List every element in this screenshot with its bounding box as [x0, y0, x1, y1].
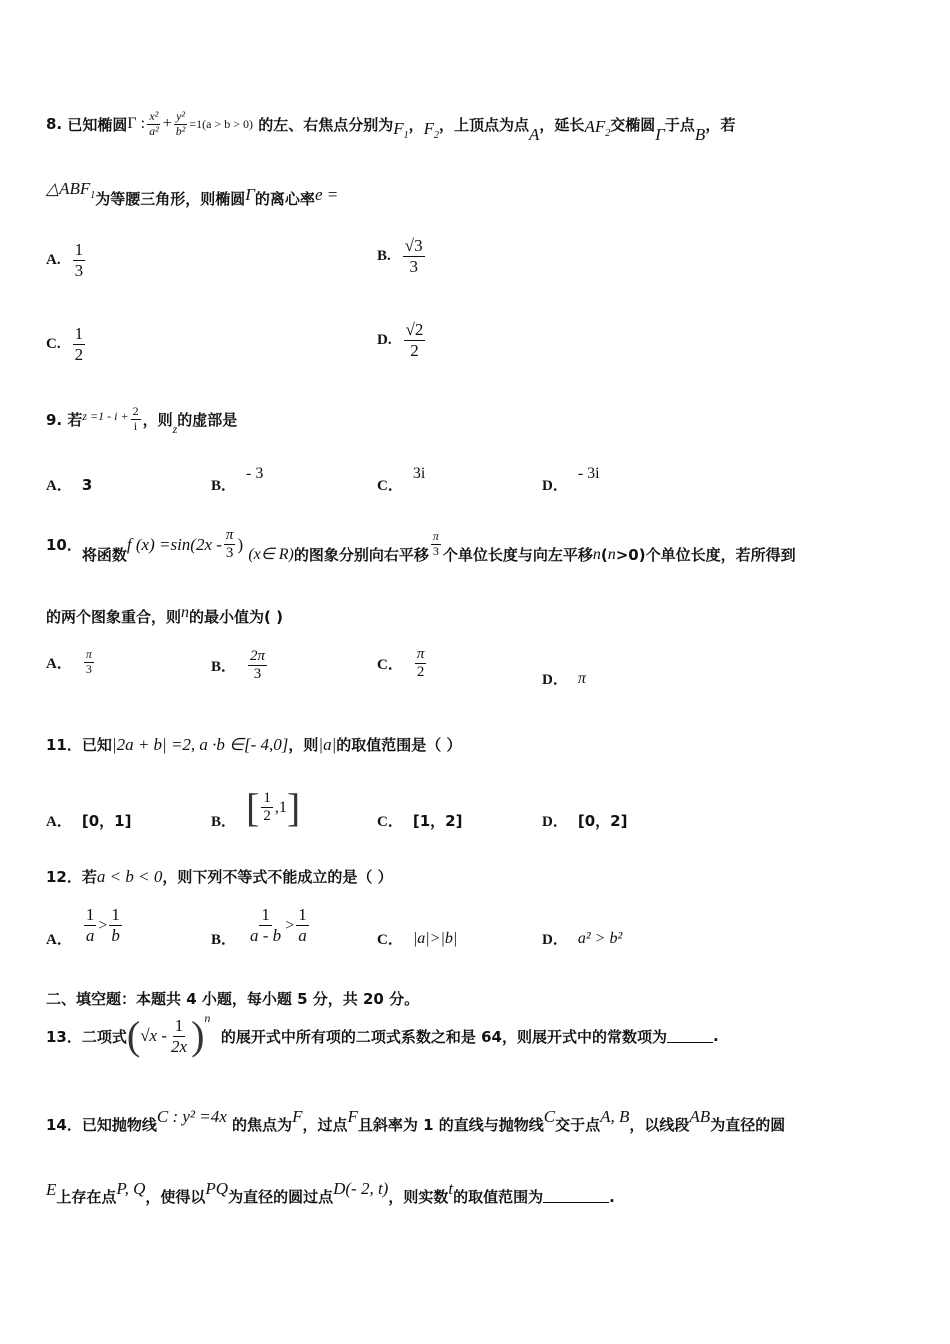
text: 将函数 — [81, 546, 127, 564]
q12-option-d[interactable]: D． a² > b² — [542, 929, 623, 948]
text: 二项式 — [81, 1027, 127, 1046]
q11-option-b[interactable]: B． [ $\frac{1}{2}$ ,1 ] — [211, 784, 301, 830]
math: $AF_2$ — [584, 117, 611, 139]
q12-option-b[interactable]: B． $\frac{1}{a - b}$ > $\frac{1}{a}$ — [211, 905, 307, 948]
math: B — [694, 125, 706, 144]
math: Γ — [655, 125, 665, 144]
q11-option-a[interactable]: A． [0，1] — [46, 812, 132, 830]
math: n — [181, 603, 190, 621]
q8-line2 — [46, 180, 338, 209]
text: 已知 — [81, 736, 112, 754]
q10-line2 — [46, 603, 283, 627]
answer-blank[interactable] — [543, 1190, 609, 1203]
q10-option-c[interactable]: C． $\frac{\pi}{2}$ — [377, 646, 425, 681]
math: F — [347, 1106, 358, 1126]
math: n — [592, 545, 601, 563]
text: 已知抛物线 — [81, 1116, 157, 1134]
math: E — [46, 1179, 57, 1199]
math: ) — [237, 534, 244, 554]
numerator: y² — [176, 108, 185, 123]
heading-text: 二、填空题：本题共 4 小题，每小题 5 分，共 20 分。 — [46, 990, 420, 1008]
q12-line — [46, 866, 393, 887]
math: Γ — [245, 184, 255, 204]
text: 为等腰三角形，则椭圆 — [95, 190, 246, 208]
text: . — [609, 1187, 615, 1206]
text: 为直径的圆过点 — [228, 1188, 334, 1206]
math: a < b < 0 — [96, 866, 163, 886]
text: 个单位长度与向左平移 — [442, 546, 593, 564]
q8-option-d[interactable]: D. $\frac{√2}{2}$ — [377, 320, 424, 360]
denominator: b² — [175, 123, 186, 138]
q10-option-d[interactable]: D． π — [542, 669, 586, 688]
math: PQ — [205, 1178, 229, 1198]
text: ，上顶点为点 — [439, 115, 530, 134]
q11-line — [46, 734, 462, 755]
q9-option-a[interactable]: A． 3 — [46, 475, 93, 494]
q12-option-c[interactable]: C． |a|>|b| — [377, 929, 458, 948]
math: |2a + b| =2, a ·b ∈[- 4,0] — [111, 734, 289, 754]
math: P, Q — [116, 1178, 146, 1198]
math: AB — [689, 1106, 711, 1126]
q8-option-c[interactable]: C. $\frac{1}{2}$ — [46, 324, 84, 364]
fraction — [174, 110, 188, 139]
fraction: $\frac{1}{2x}$ — [171, 1016, 188, 1056]
math: $F_2$ — [423, 119, 440, 141]
math: f (x) =sin(2x - — [126, 534, 222, 554]
math: (x∈ R) — [248, 545, 294, 563]
q11-option-d[interactable]: D． [0，2] — [542, 812, 628, 830]
text: 为直径的圆 — [710, 1116, 786, 1134]
math: A, B — [600, 1106, 630, 1126]
text: 已知椭圆 — [67, 115, 128, 134]
denominator: a² — [149, 123, 159, 138]
text: ，过点 — [302, 1116, 348, 1134]
math: A — [529, 125, 540, 144]
q8-option-a[interactable]: A. $\frac{1}{3}$ — [46, 240, 84, 280]
text: 交椭圆 — [610, 115, 656, 134]
math: z =1 - i + — [82, 409, 129, 423]
math: $\triangle ABF_1$ — [46, 178, 96, 201]
math: F — [292, 1106, 303, 1126]
text: 的离心率 — [254, 190, 315, 208]
math: √x - — [140, 1026, 168, 1046]
math: e = — [314, 184, 339, 204]
q8-line1: 8. 已知椭圆 Γ : $\frac{\text{x²}}{\text{a²}}$ + $\frac{\text{y²}}{\text{b²}}$ =1(a > b > 0) 的左、右焦点分别为 $F_1$ ， $F_2$ ，上顶点为点 A ，延长 $AF_2$ 交椭圆 Γ 于点 B ，若 — [46, 108, 736, 144]
text: 的图象分别向右平移 — [293, 546, 429, 564]
q14-line2 — [46, 1170, 615, 1207]
text: 且斜率为 1 的直线与抛物线 — [357, 1116, 544, 1134]
q-number: 14． — [46, 1116, 82, 1134]
text: ，则 — [142, 411, 173, 429]
fraction — [147, 110, 161, 139]
q9-option-d[interactable]: D． - 3i — [542, 464, 600, 494]
text: 上存在点 — [56, 1188, 117, 1206]
text: 交于点 — [555, 1116, 601, 1134]
text: 的取值范围为 — [453, 1188, 544, 1206]
text: 的焦点为 — [232, 1116, 293, 1134]
numerator: x² — [149, 108, 159, 123]
text: 的展开式中所有项的二项式系数之和是 64，则展开式中的常数项为 — [220, 1027, 667, 1046]
q-number: 9. — [46, 410, 63, 429]
q12-option-a[interactable]: A． $\frac{1}{a}$ > $\frac{1}{b}$ — [46, 905, 120, 948]
q11-option-c[interactable]: C． [1，2] — [377, 812, 463, 830]
answer-blank[interactable] — [667, 1030, 713, 1043]
fraction: $\frac{\pi}{3}$ — [225, 526, 234, 561]
text: 的虚部是 — [177, 411, 238, 429]
math: Γ : — [127, 115, 146, 132]
math: t — [448, 1178, 454, 1198]
fraction: $\frac{2}{i}$ — [132, 404, 139, 433]
math: $F_1$ — [393, 119, 409, 141]
text: ，使得以 — [145, 1188, 206, 1206]
math: z — [172, 422, 178, 436]
text: . — [712, 1027, 719, 1046]
text: >0)个单位长度，若所得到 — [615, 546, 796, 564]
q10-option-b[interactable]: B． $\frac{2\pi}{3}$ — [211, 648, 266, 683]
math: D(- 2, t) — [333, 1178, 389, 1198]
text: 于点 — [664, 115, 695, 134]
text: ，则下列不等式不能成立的是（ ） — [162, 868, 393, 886]
text: 的取值范围是（ ） — [336, 736, 462, 754]
q8-option-b[interactable]: B. $\frac{√3}{3}$ — [377, 236, 423, 276]
math: C — [543, 1106, 556, 1126]
text: 的左、右焦点分别为 — [258, 115, 394, 134]
text: ，则实数 — [388, 1188, 449, 1206]
math: n — [204, 1010, 211, 1025]
text: ( — [600, 545, 608, 564]
text: 的两个图象重合，则 — [46, 608, 182, 626]
math: =1(a > b > 0) — [189, 116, 253, 131]
text: ，延长 — [539, 115, 585, 134]
q10-option-a[interactable]: A． $\frac{\pi}{3}$ — [46, 647, 92, 676]
q9-line — [46, 402, 237, 437]
q-number: 8. — [46, 115, 63, 133]
text: ， — [408, 115, 424, 134]
q-number: 10． — [46, 536, 82, 554]
q9-option-b[interactable]: B． - 3 — [211, 464, 264, 494]
q-number: 11． — [46, 736, 82, 754]
q13-line: 13． 二项式 ( √x - $\frac{1}{2x}$ ) n 的展开式中所有项的二项式系数之和是 64，则展开式中的常数项为 . — [46, 1010, 719, 1059]
text: ，则 — [288, 736, 319, 754]
q14-line1 — [46, 1098, 785, 1135]
q9-option-c[interactable]: C． 3i — [377, 464, 426, 494]
text: 若 — [67, 411, 83, 429]
math: |a| — [318, 734, 337, 754]
fraction: $\frac{\pi}{3}$ — [432, 529, 439, 558]
section-heading — [46, 988, 419, 1009]
text: ，若 — [705, 115, 736, 134]
text: 的最小值为( ) — [189, 608, 283, 626]
q-number: 13． — [46, 1027, 82, 1046]
math: C : y² =4x — [156, 1106, 227, 1126]
q10-line1 — [46, 524, 796, 565]
q-number: 12． — [46, 868, 82, 886]
math: n — [607, 545, 616, 563]
text: 若 — [81, 868, 97, 886]
text: ，以线段 — [629, 1116, 690, 1134]
